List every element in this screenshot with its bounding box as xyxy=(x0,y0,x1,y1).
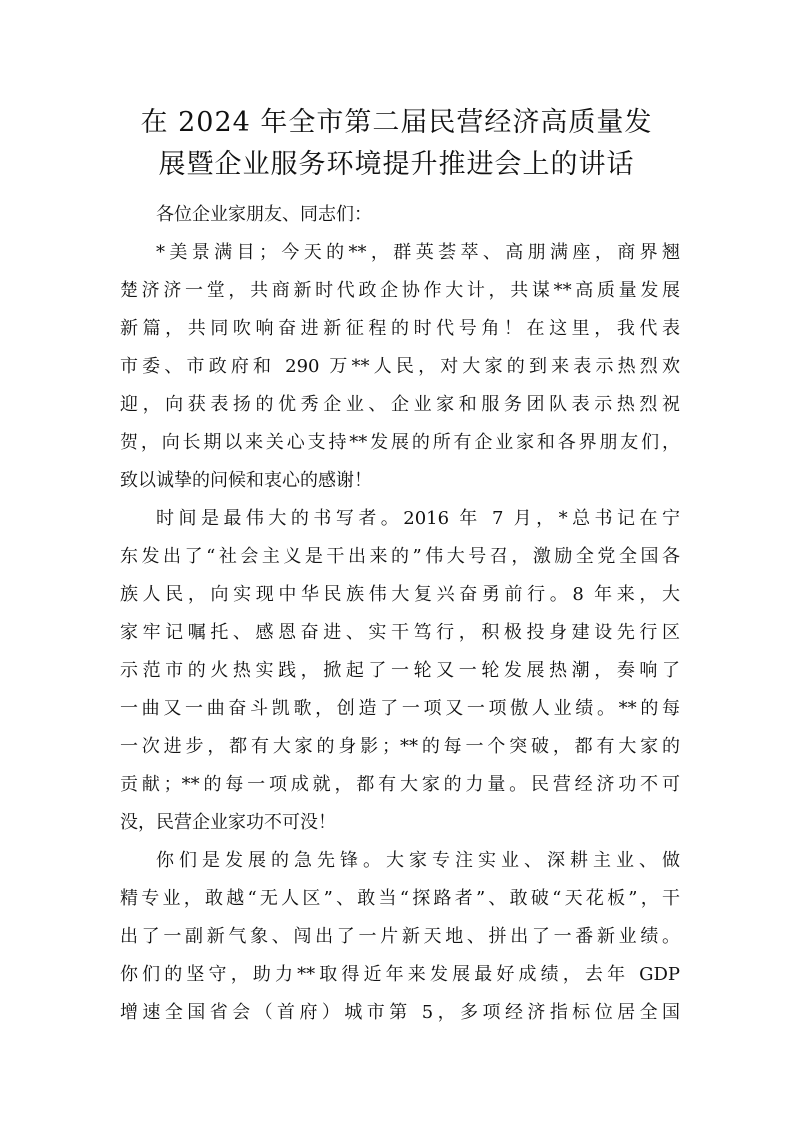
paragraph-1-line: 迎，向获表扬的优秀企业、企业家和服务团队表示热烈祝 xyxy=(120,394,680,415)
paragraph-1-line: 楚济济一堂，共商新时代政企协作大计，共谋**高质量发展 xyxy=(120,280,680,301)
paragraph-2-line: 贡献；**的每一项成就，都有大家的力量。民营经济功不可 xyxy=(120,774,680,795)
paragraph-2-line: 没，民营企业家功不可没！ xyxy=(120,812,336,833)
document-title-line-1: 在 2024 年全市第二届民营经济高质量发 xyxy=(140,107,653,138)
document-title-line-2: 展暨企业服务环境提升推进会上的讲话 xyxy=(158,149,635,180)
paragraph-1-line: *美景满目；今天的**，群英荟萃、高朋满座，商界翘 xyxy=(156,242,680,263)
paragraph-3-line: 你们是发展的急先锋。大家专注实业、深耕主业、做 xyxy=(156,850,680,871)
paragraph-2-line: 一次进步，都有大家的身影；**的每一个突破，都有大家的 xyxy=(120,736,680,757)
paragraph-1-line: 新篇，共同吹响奋进新征程的时代号角！在这里，我代表 xyxy=(120,318,680,339)
paragraph-2-line: 东发出了“社会主义是干出来的”伟大号召，激励全党全国各 xyxy=(120,546,680,567)
paragraph-2-line: 示范市的火热实践，掀起了一轮又一轮发展热潮，奏响了 xyxy=(120,660,680,681)
paragraph-3-line: 出了一副新气象、闯出了一片新天地、拼出了一番新业绩。 xyxy=(120,926,680,947)
paragraph-2-line: 族人民，向实现中华民族伟大复兴奋勇前行。8 年来，大 xyxy=(120,584,680,605)
salutation-line: 各位企业家朋友、同志们： xyxy=(156,204,372,225)
paragraph-1-line: 致以诚挚的问候和衷心的感谢！ xyxy=(120,470,372,491)
paragraph-2-line: 家牢记嘱托、感恩奋进、实干笃行，积极投身建设先行区 xyxy=(120,622,680,643)
paragraph-3-line: 精专业，敢越“无人区”、敢当“探路者”、敢破“天花板”，干 xyxy=(120,888,680,909)
paragraph-3-line: 你们的坚守，助力**取得近年来发展最好成绩，去年 GDP xyxy=(120,964,680,985)
paragraph-1-line: 市委、市政府和 290 万**人民，对大家的到来表示热烈欢 xyxy=(120,356,680,377)
paragraph-1-line: 贺，向长期以来关心支持**发展的所有企业家和各界朋友们， xyxy=(120,432,680,453)
paragraph-2-line: 一曲又一曲奋斗凯歌，创造了一项又一项傲人业绩。**的每 xyxy=(120,698,680,719)
paragraph-3-line: 增速全国省会（首府）城市第 5，多项经济指标位居全国 xyxy=(120,1002,680,1023)
paragraph-2-line: 时间是最伟大的书写者。2016 年 7 月，*总书记在宁 xyxy=(156,508,680,529)
